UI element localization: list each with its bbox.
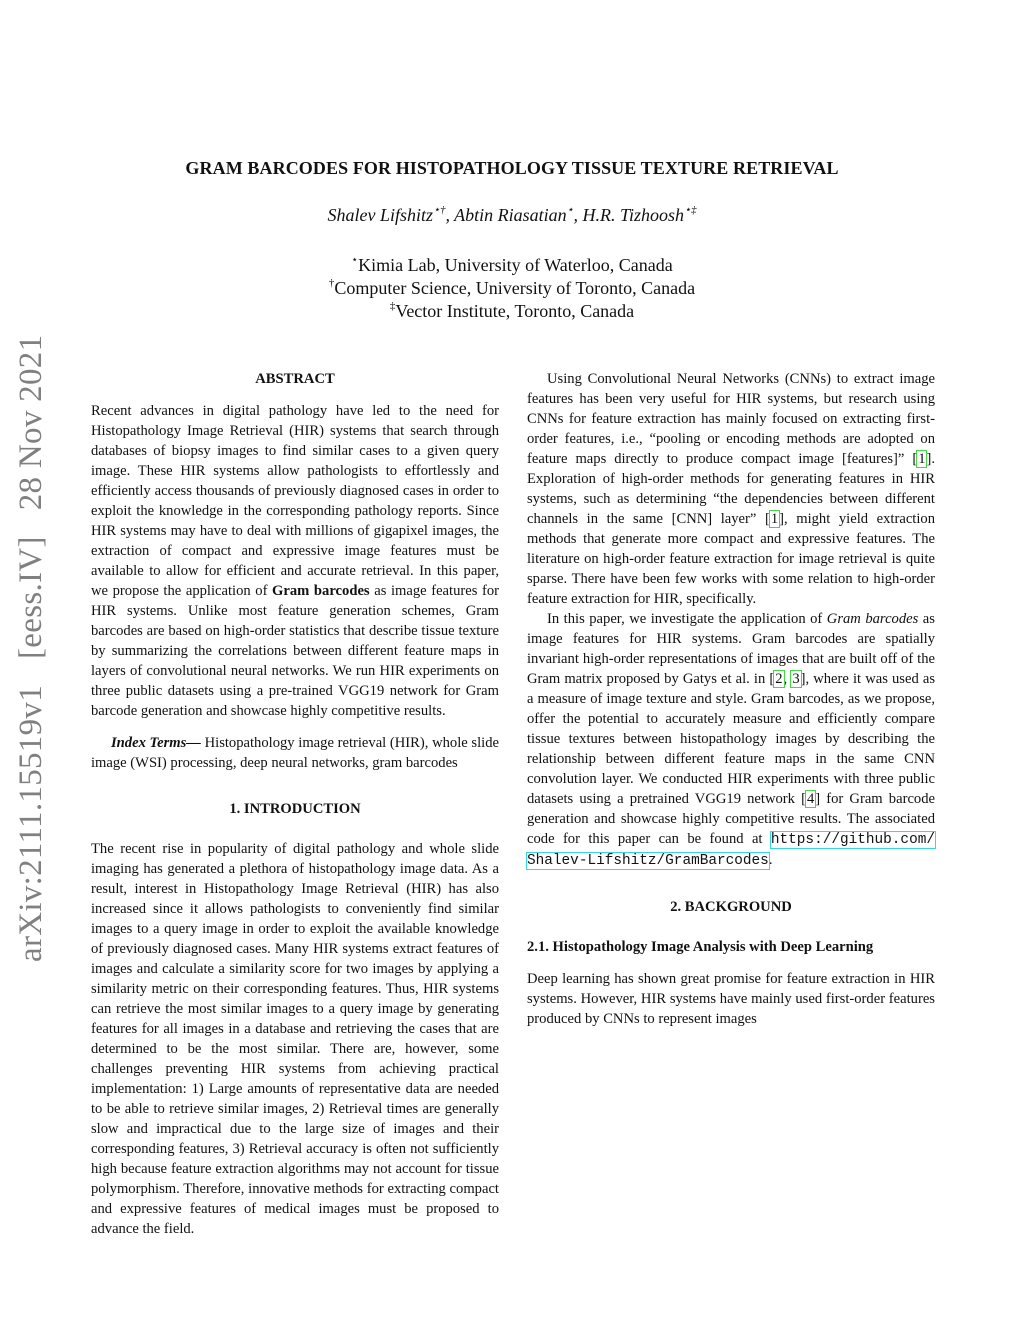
author-marks: ⋆: [566, 204, 574, 216]
abstract-bold-term: Gram barcodes: [272, 583, 370, 599]
introduction-paragraph-3: [527, 609, 935, 871]
abstract-text: Recent advances in digital pathology have led to the need for Histopathology Image Retrieval (HIR) systems that search through databases of biopsy images to find similar cases to a given query image. These HIR systems allow pathologists to effortlessly and efficiently access thousands of previously diagnosed cases in order to exploit the knowledge in the corresponding pathology reports. Since HIR systems may have to deal with millions of gigapixel images, the extraction of compact and expressive image features must be available to allow for efficient and accurate retrieval. In this paper, we propose the application of: [91, 403, 499, 599]
citation-link[interactable]: 4: [806, 791, 815, 807]
index-terms-label: Index Terms—: [111, 735, 201, 751]
author-list: [0, 205, 1024, 226]
intro-text: ], where it was used as a measure of image texture and style. Gram barcodes, as we propose, offer the potential to accurately measure and efficiently compare tissue textures between histopathology images by describing the relationship between different feature maps in the same CNN convolution layer. We conducted HIR experiments with three public datasets using a pretrained VGG19 network [: [527, 671, 936, 807]
affiliation-text: Vector Institute, Toronto, Canada: [395, 301, 635, 321]
intro-italic-term: Gram barcodes: [826, 611, 919, 627]
index-terms-text: Histopathology image retrieval (HIR), whole slide image (WSI) processing, deep neural networks, gram barcodes: [91, 735, 499, 771]
abstract-text-continued: as image features for HIR systems. Unlike most feature generation schemes, Gram barcodes are based on high-order statistics that describe tissue texture by summarizing the correlations between different feature maps in layers of convolutional neural networks. We run HIR experiments on three public datasets using a pre-trained VGG19 network for Gram barcode generation and showcase highly competitive results.: [91, 583, 500, 719]
intro-text: In this paper, we investigate the application of: [547, 611, 823, 627]
affiliation: [0, 254, 1024, 277]
author-separator: ,: [573, 205, 583, 225]
author-name: H.R. Tizhoosh: [582, 205, 685, 225]
abstract-body: [91, 401, 499, 721]
introduction-paragraph-2: [527, 369, 935, 609]
background-paragraph: Deep learning has shown great promise for feature extraction in HIR systems. However, HIR systems have mainly used first-order features produced by CNNs to represent images: [527, 971, 935, 1027]
affiliation-mark: †: [328, 277, 335, 289]
intro-text: as image features for HIR systems. Gram barcodes are spatially invariant high-order representations of images that are built off of the Gram matrix proposed by Gatys et al. in [: [527, 611, 935, 687]
affiliation: [0, 277, 1024, 300]
left-column: [91, 369, 499, 1239]
index-terms: [91, 733, 499, 773]
arxiv-date: 28 Nov 2021: [13, 334, 49, 511]
author-name: Shalev Lifshitz: [327, 205, 434, 225]
arxiv-category: [eess.IV]: [13, 536, 49, 659]
citation-link[interactable]: 1: [918, 451, 926, 467]
abstract-heading: ABSTRACT: [255, 371, 335, 387]
background-heading: 2. BACKGROUND: [670, 899, 792, 915]
introduction-heading: 1. INTRODUCTION: [229, 801, 361, 817]
intro-text: ], might yield extraction methods that generate more compact and expressive features. The literature on high-order feature extraction for image retrieval is quite sparse. There have been few works with some relation to high-order feature extraction for HIR, specifically.: [527, 511, 935, 607]
affiliation-mark: ‡: [389, 300, 396, 312]
arxiv-id: arXiv:2111.15519v1: [13, 684, 49, 962]
github-url-link[interactable]: https://github.com/: [770, 832, 935, 848]
github-url-link-continued[interactable]: Shalev-Lifshitz/GramBarcodes: [527, 853, 769, 869]
author-separator: ,: [445, 205, 455, 225]
affiliation-mark: ⋆: [351, 254, 359, 266]
citation-link[interactable]: 1: [770, 511, 779, 527]
paper-title: GRAM BARCODES FOR HISTOPATHOLOGY TISSUE TEXTURE RETRIEVAL: [185, 158, 839, 178]
affiliation-text: Kimia Lab, University of Waterloo, Canada: [358, 255, 673, 275]
sentence-period: .: [768, 852, 773, 868]
intro-text: ] for Gram barcode generation and showcase highly competitive results. The associated code for this paper can be found at: [527, 791, 935, 847]
background-subheading: 2.1. Histopathology Image Analysis with Deep Learning: [527, 939, 874, 955]
right-column: [527, 369, 935, 1029]
author-marks: ⋆†: [433, 204, 446, 216]
affiliation-text: Computer Science, University of Toronto, Canada: [334, 278, 696, 298]
intro-text: ]. Exploration of high-order methods for generating features in HIR systems, such as determining “the dependencies between different channels in the same [CNN] layer” [: [527, 451, 935, 527]
arxiv-side-stamp: [8, 312, 54, 962]
citation-link[interactable]: 2: [775, 671, 783, 687]
author-marks: ⋆‡: [684, 204, 697, 216]
intro-text: Using Convolutional Neural Networks (CNNs) to extract image features has been very useful for HIR systems, but research using CNNs for feature extraction has mainly focused on extracting first-order features, i.e., “pooling or encoding methods are adopted on feature maps directly to produce compact image [features]” [: [527, 371, 935, 467]
citation-separator: ,: [783, 671, 792, 687]
citation-link[interactable]: 3: [792, 671, 800, 687]
author-name: Abtin Riasatian: [454, 205, 567, 225]
affiliation: [0, 300, 1024, 323]
affiliation-list: [0, 254, 1024, 323]
introduction-paragraph: The recent rise in popularity of digital pathology and whole slide imaging has generated a plethora of histopathology image data. As a result, interest in Histopathology Image Retrieval (HIR) has also increased since it allows pathologists to conveniently find similar images to a query image in order to exploit the available knowledge of previously diagnosed cases. Many HIR systems extract features of images and calculate a similarity score for two images by applying a similarity metric on their corresponding features. Thus, HIR systems can retrieve the most similar images to a query image by generating features for all images in a database and retrieving the cases that are determined to be the most similar. There are, however, some challenges preventing HIR systems from achieving practical implementation: 1) Large amounts of representative data are needed to be able to retrieve similar images, 2) Retrieval times are generally slow and impractical due to the large size of images and their corresponding features, 3) Retrieval accuracy is often not sufficiently high because feature extraction algorithms may not account for tissue polymorphism. Therefore, innovative methods for extracting compact and expressive features of medical images must be proposed to advance the field.: [91, 841, 499, 1237]
